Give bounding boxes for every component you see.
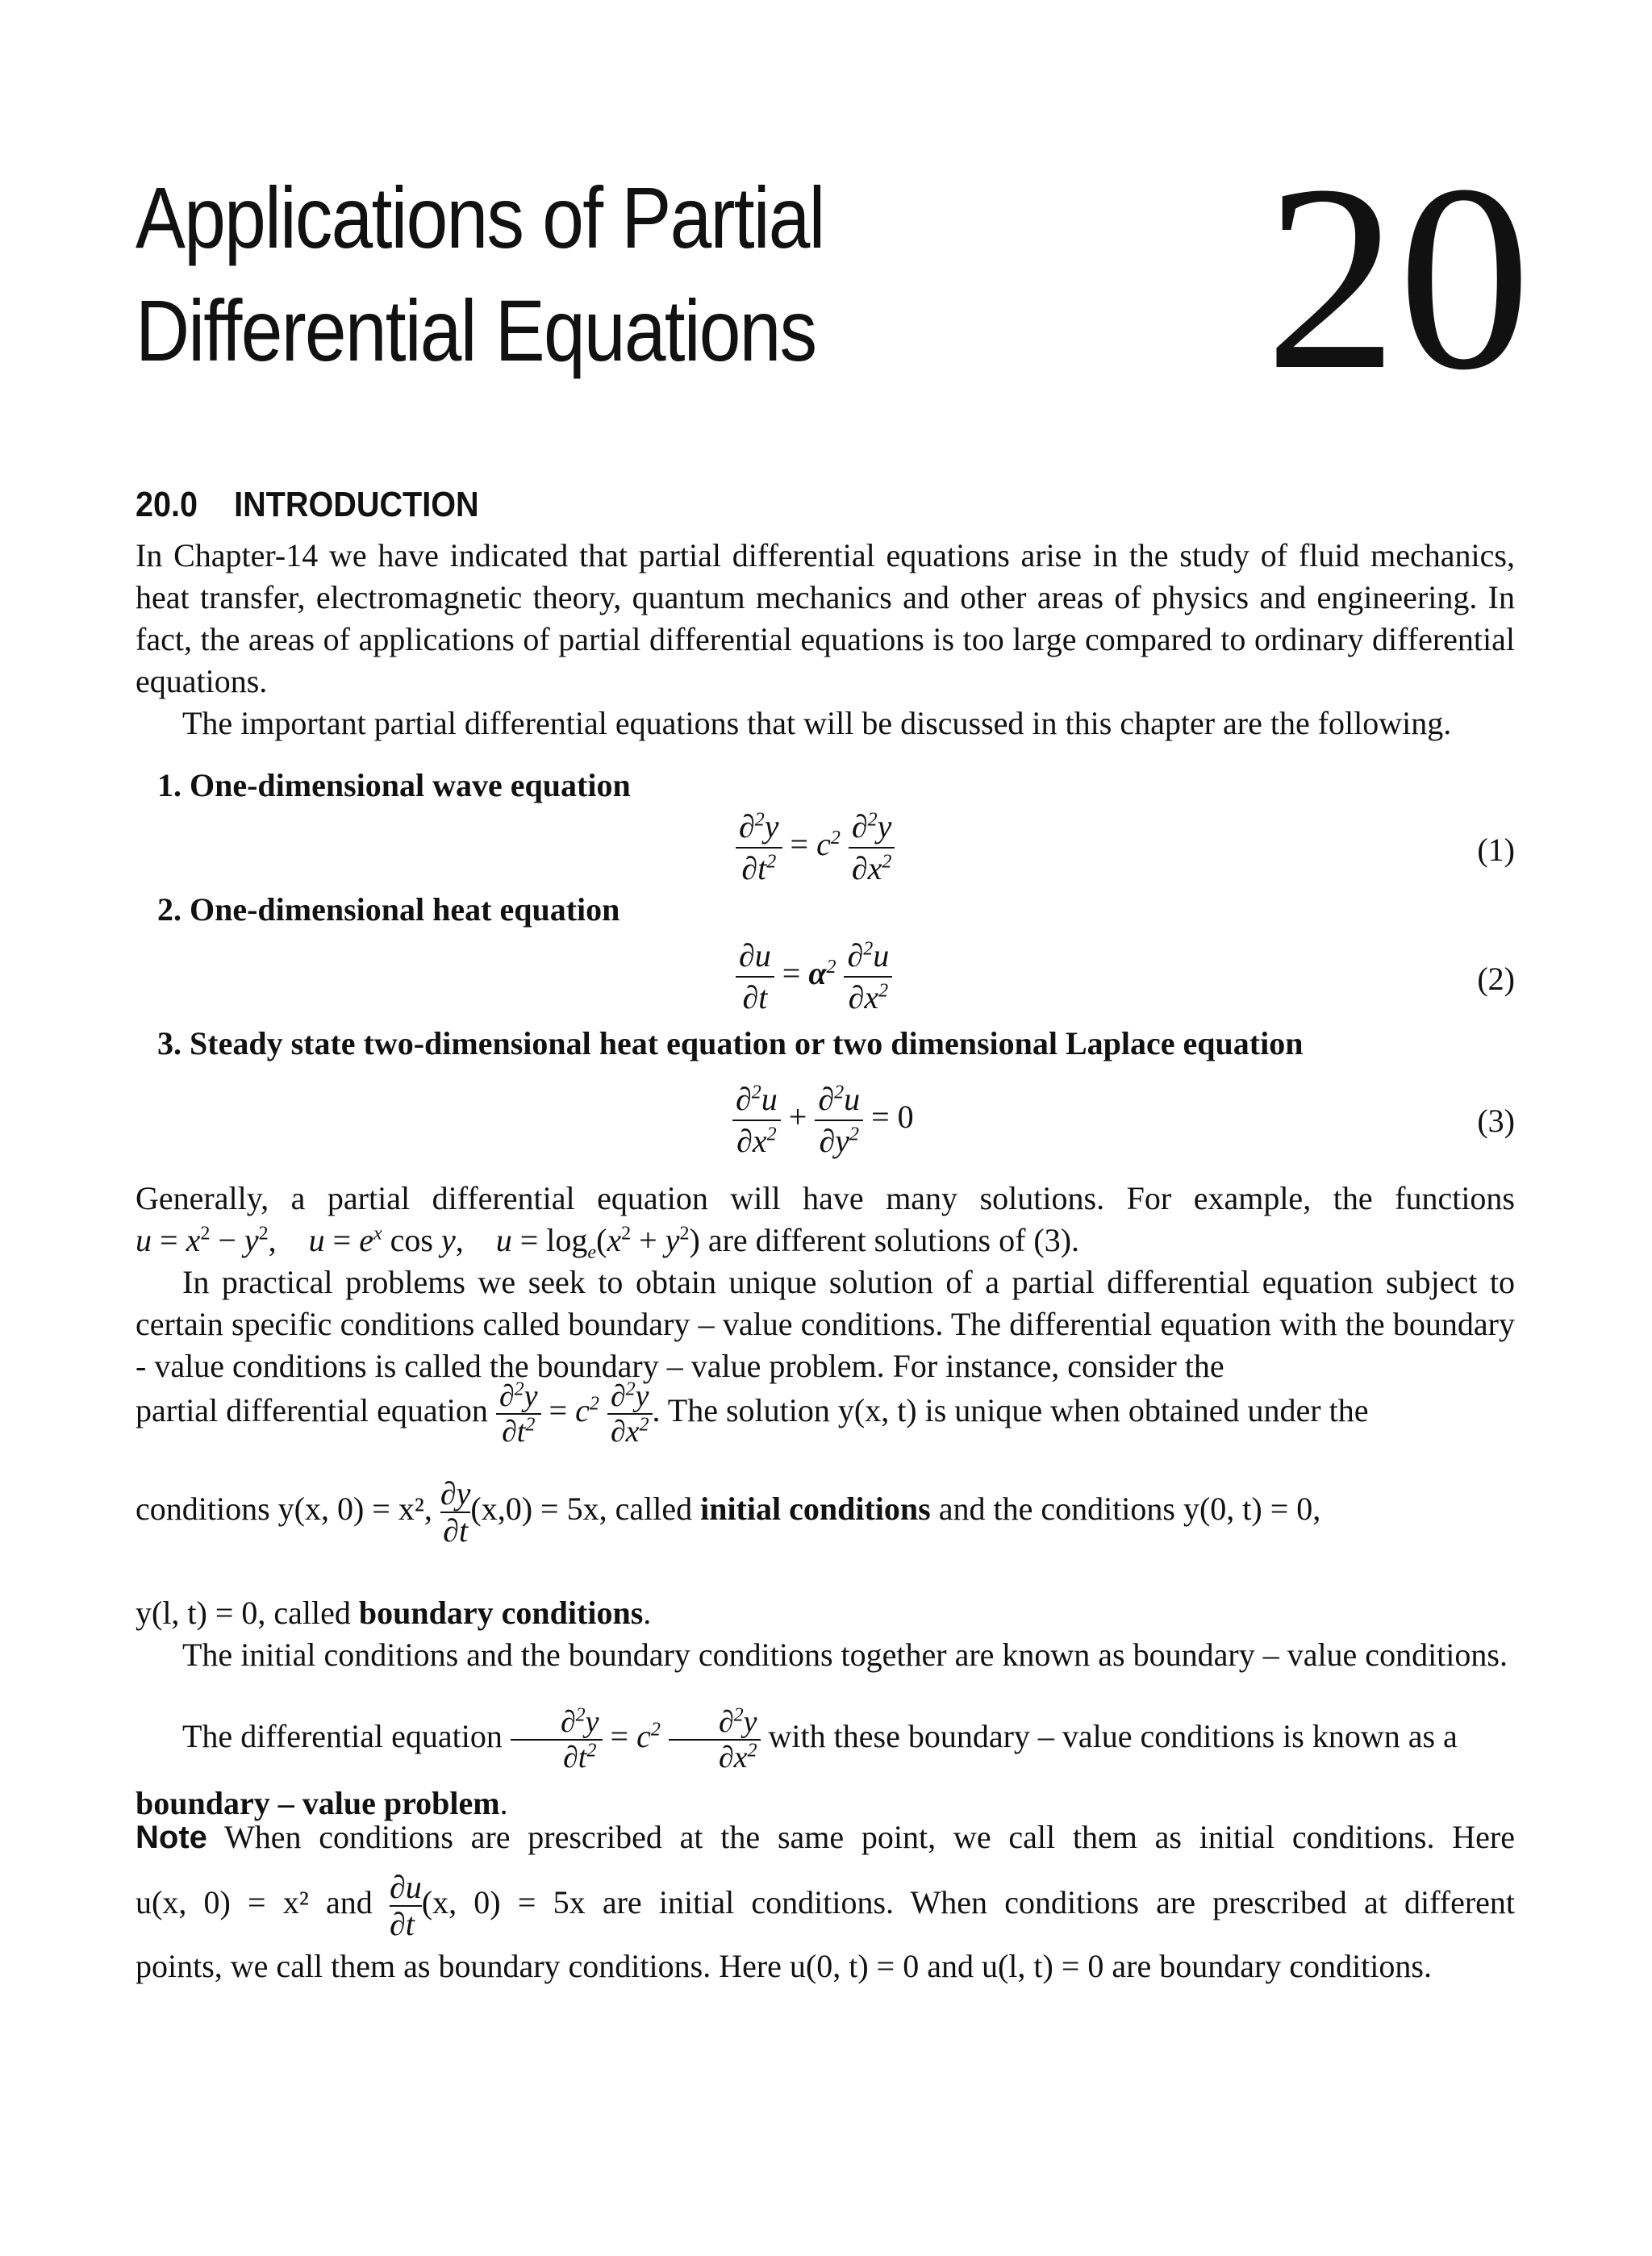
paragraph-boundary-conditions [136,1592,1515,1634]
pde-line-lead: partial differential equation [136,1392,488,1429]
chapter-title-line2: Differential Equations [136,281,816,379]
paragraph-intro: In Chapter-14 we have indicated that partial differential equations arise in the study of fluid mechanics, heat transfer, electromagnetic theory, quantum mechanics and other areas of physics and engineering. In fact, the areas of applications of partial differential equations is too large compared to ordinary differential equations. [136,537,1515,699]
paragraph-conditions-line [136,1476,1515,1549]
boundary-tail: . [643,1595,652,1631]
paragraph-pde-line [136,1379,1515,1449]
chapter-title-line1: Applications of Partial [136,169,824,266]
pde-line-tail: . The solution y(x, t) is unique when obtained under the [652,1392,1369,1429]
conditions-tail: and the conditions y(0, t) = 0, [930,1491,1321,1528]
initial-conditions-term: initial conditions [700,1491,931,1528]
list-item-laplace: 3. Steady state two-dimensional heat equation or two dimensional Laplace equation [157,1025,1304,1061]
equation-number-1: (1) [1477,832,1515,868]
paragraph-together: The initial conditions and the boundary conditions together are known as boundary – value conditions. [182,1637,1508,1673]
paragraph-bvp: The differential equation $\frac{\partial^2y}{\partial t^2}$ = $c^2$ $\frac{\partial^2y}{\partial x^2}$ with these boundary – value conditions is known as a boundary – value problem. [136,1704,1458,1821]
bvp-term: boundary – value problem [136,1785,500,1821]
chapter-title [136,161,824,387]
note-text-2-tail: (x, 0) = 5x are initial conditions. When conditions are prescribed at different [421,1884,1516,1921]
list-item-wave: 1. One-dimensional wave equation [157,767,631,803]
paragraph-list-intro: The important partial differential equations that will be discussed in this chapter are the following. [182,705,1452,741]
equation-wave-inline: $\frac{\partial^2y}{\partial t^2}$ = $c^2$ $\frac{\partial^2y}{\partial x^2}$ [496,1392,653,1428]
partial-y-t-fraction: $\frac{\partial y}{\partial t}$ [440,1475,471,1549]
equation-heat: $\frac{\partial u}{\partial t}$ = $\alpha^2$ $\frac{\partial^2u}{\partial x^2}$ [736,936,892,1018]
equation-wave: $\frac{\partial^2y}{\partial t^2}$ = $c^2$ $\frac{\partial^2y}{\partial x^2}$ [736,807,895,889]
list-item-heat: 2. One-dimensional heat equation [157,891,620,928]
note-line3: points, we call them as boundary conditions. Here u(0, t) = 0 and u(l, t) = 0 are boundary conditions. [136,1948,1432,1984]
note-line1 [136,1816,1515,1858]
note-text-2-lead: u(x, 0) = x² and [136,1884,373,1921]
boundary-conditions-term: boundary conditions [358,1595,644,1631]
boundary-lead: y(l, t) = 0, called [136,1595,359,1631]
note-text-1: When conditions are prescribed at the same point, we call them as initial conditions. Here [223,1819,1515,1855]
bvp-lead: The differential equation [182,1718,503,1755]
equation-number-2: (2) [1477,961,1515,997]
partial-u-t-fraction: $\frac{\partial u}{\partial t}$ [390,1869,422,1942]
section-title: INTRODUCTION [234,485,479,524]
chapter-number: 20 [1265,131,1531,425]
section-number: 20.0 [136,485,198,524]
equation-wave-inline-2: $\frac{\partial^2y}{\partial t^2}$ = $c^2$ $\frac{\partial^2y}{\partial x^2}$ [511,1718,769,1754]
equation-number-3: (3) [1477,1103,1515,1139]
solutions-tail: are different solutions of (3). [707,1222,1080,1258]
bvp-tail: with these boundary – value conditions is known as a [768,1718,1458,1755]
note-label: Note [136,1820,207,1855]
paragraph-solutions-line2: $u = x^2 - y^2$, $u = e^x$ cos y, $u = \log_e(x^2 + y^2)$ are different solutions of (3). [136,1222,1080,1263]
conditions-mid: (x,0) = 5x, called [470,1491,701,1528]
paragraph-boundary-value: In practical problems we seek to obtain unique solution of a partial differential equation subject to certain specific conditions called boundary – value conditions. The differential equation with the boundary - value conditions is called the boundary – value problem. For instance, consider the [136,1264,1515,1384]
paragraph-solutions: Generally, a partial differential equation will have many solutions. For example, the functions [136,1180,1515,1216]
equation-laplace: $\frac{\partial^2u}{\partial x^2}$ + $\frac{\partial^2u}{\partial y^2}$ = 0 [732,1079,914,1161]
section-heading [136,482,479,528]
note-line2 [136,1870,1515,1942]
conditions-lead: conditions y(x, 0) = x², [136,1491,440,1528]
